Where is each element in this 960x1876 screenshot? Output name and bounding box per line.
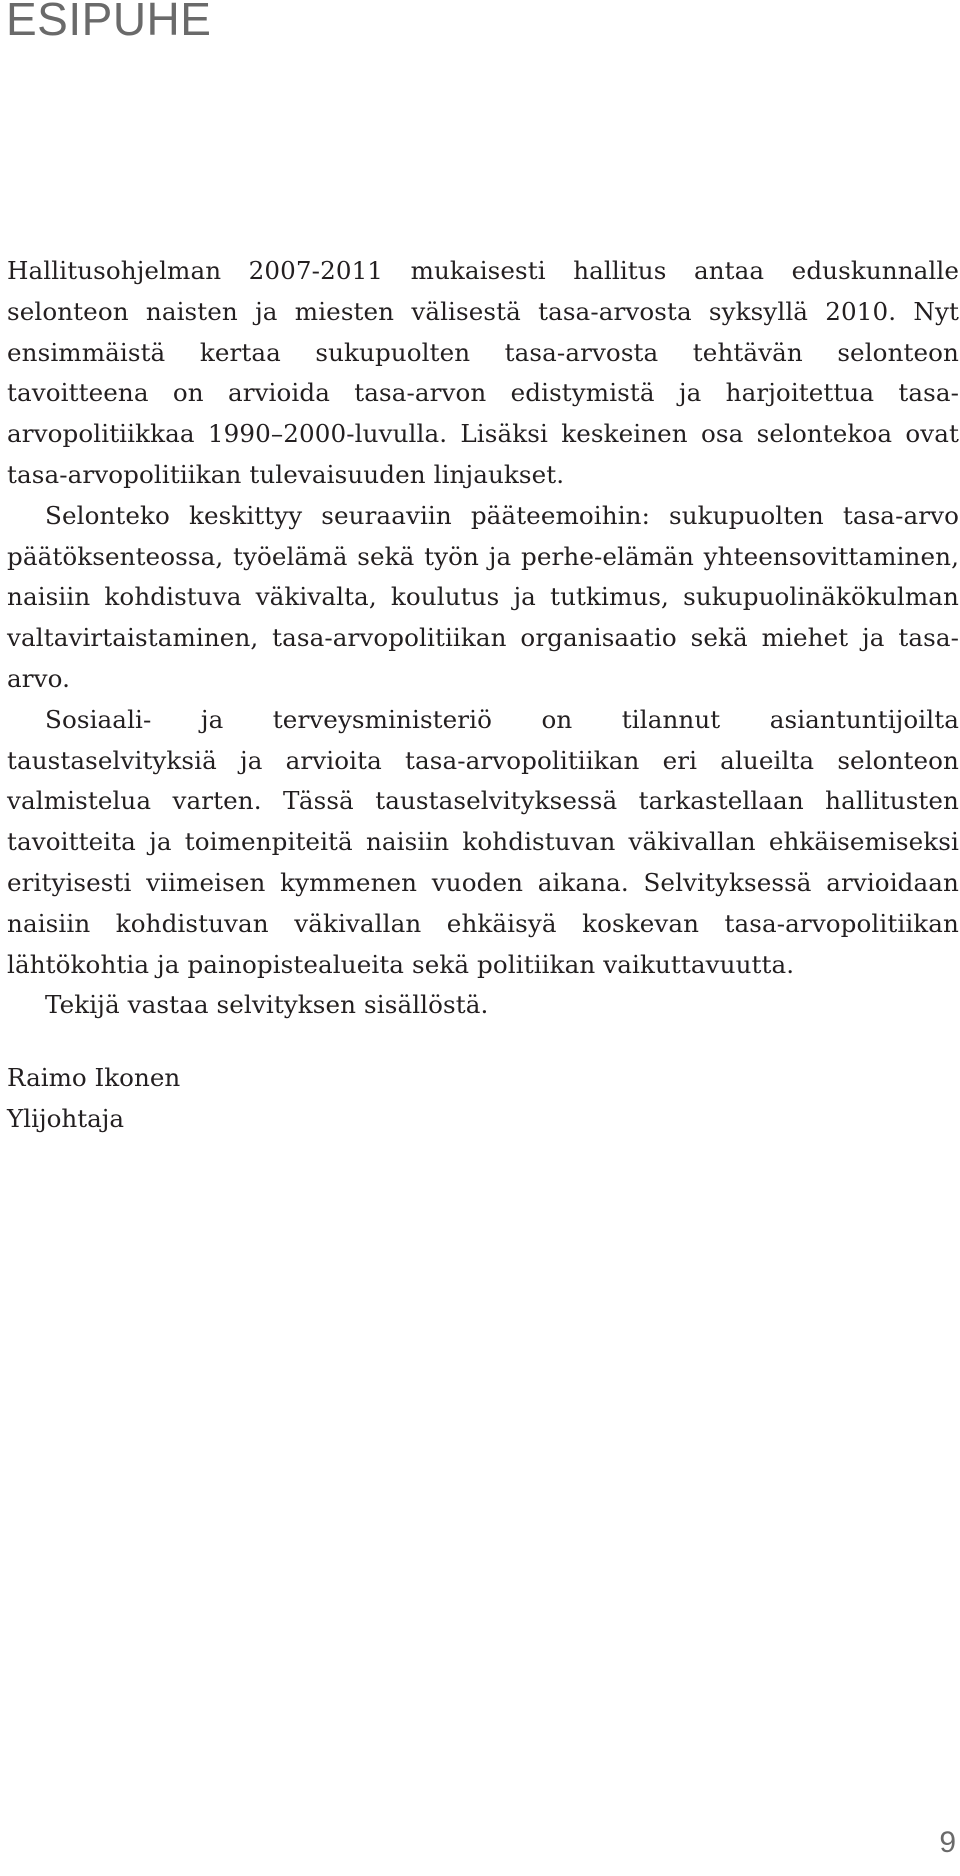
preface-body xyxy=(7,251,959,1026)
page-number: 9 xyxy=(939,1826,956,1859)
paragraph-intro: Hallitusohjelman 2007-2011 mukaisesti hallitus antaa eduskunnalle selonteon naisten ja miesten välisestä tasa-arvosta syksyllä 2010. Nyt ensimmäistä kertaa sukupuolten tasa-arvosta tehtävän selonteon tavoitteena on arvioida tasa-arvon edistymistä ja harjoitettua tasa-arvopolitiikkaa 1990–2000-luvulla. Lisäksi keskeinen osa selontekoa ovat tasa-arvopolitiikan tulevaisuuden linjaukset. xyxy=(7,256,959,489)
paragraph-themes: Selonteko keskittyy seuraaviin pääteemoihin: sukupuolten tasa-arvo päätöksenteossa, työelämä sekä työn ja perhe-elämän yhteensovittaminen, naisiin kohdistuva väkivalta, koulutus ja tutkimus, sukupuolinäkökulman valtavirtaistaminen, tasa-arvopolitiikan organisaatio sekä miehet ja tasa-arvo. xyxy=(7,500,959,693)
page-title: ESIPUHE xyxy=(6,0,212,45)
signature-name: Raimo Ikonen xyxy=(7,1063,181,1092)
signature-title: Ylijohtaja xyxy=(7,1103,125,1133)
paragraph-author-responsibility: Tekijä vastaa selvityksen sisällöstä. xyxy=(45,990,489,1020)
paragraph-background-study: Sosiaali- ja terveysministeriö on tilannut asiantuntijoilta taustaselvityksiä ja arvioita tasa-arvopolitiikan eri alueilta selonteon valmistelua varten. Tässä taustaselvityksessä tarkastellaan hallitusten tavoitteita ja toimenpiteitä naisiin kohdistuvan väkivallan ehkäisemiseksi erityisesti viimeisen kymmenen vuoden aikana. Selvityksessä arvioidaan naisiin kohdistuvan väkivallan ehkäisyä koskevan tasa-arvopolitiikan lähtökohtia ja painopistealueita sekä politiikan vaikuttavuutta. xyxy=(7,704,959,979)
signature-block xyxy=(7,1058,180,1140)
